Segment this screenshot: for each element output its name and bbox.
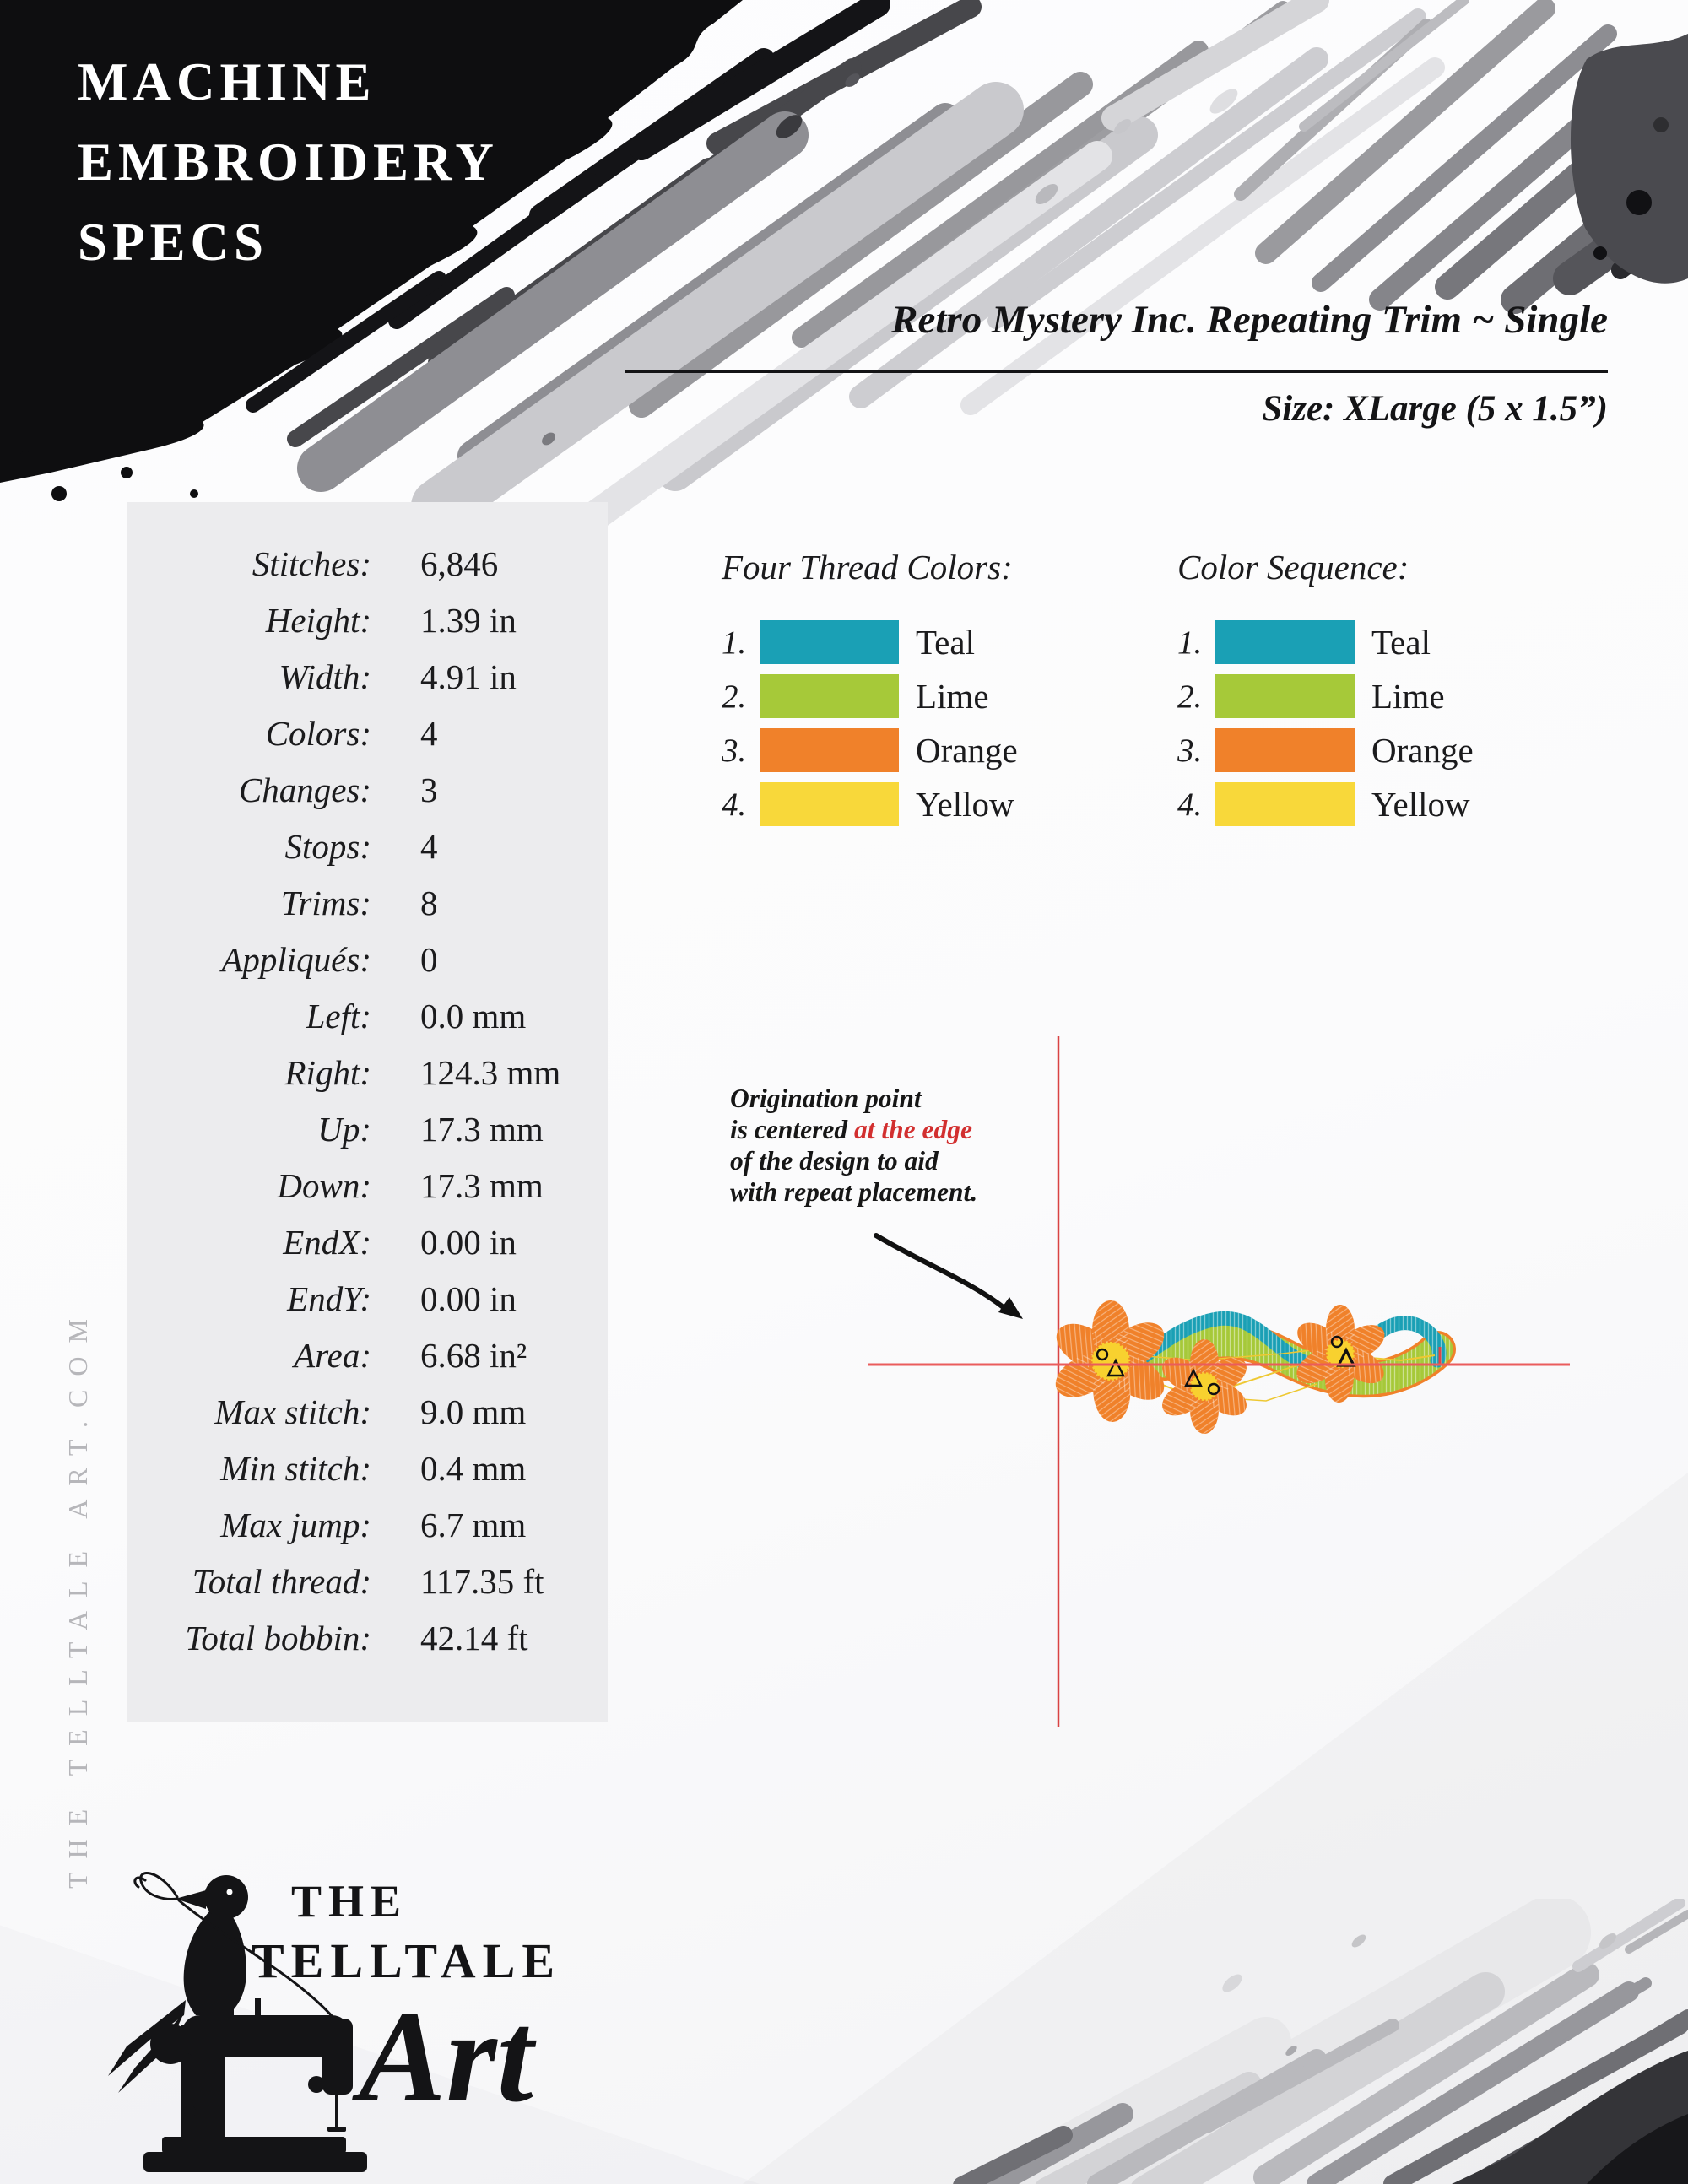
stat-value: 6.7 mm bbox=[420, 1506, 527, 1544]
stat-value: 17.3 mm bbox=[420, 1110, 544, 1149]
color-sequence-list bbox=[1177, 620, 1474, 836]
stat-label: Total thread: bbox=[192, 1562, 371, 1601]
thread-color-number: 3. bbox=[722, 732, 747, 769]
stat-label: Width: bbox=[279, 657, 371, 696]
stat-row bbox=[127, 819, 608, 875]
stat-value: 0 bbox=[420, 940, 438, 979]
stat-label: Trims: bbox=[280, 884, 371, 922]
stat-value: 0.00 in bbox=[420, 1279, 517, 1318]
stat-row bbox=[127, 1384, 608, 1441]
color-sequence-number: 2. bbox=[1177, 678, 1203, 715]
stat-value: 6,846 bbox=[420, 544, 499, 583]
stat-value: 4 bbox=[420, 714, 438, 753]
stats-panel bbox=[127, 502, 608, 1722]
color-sequence-label: Teal bbox=[1372, 623, 1431, 662]
stat-row bbox=[127, 1101, 608, 1158]
color-sequence-swatch bbox=[1215, 782, 1355, 826]
thread-color-label: Orange bbox=[916, 731, 1018, 770]
embroidery-trim-design bbox=[1048, 1300, 1440, 1434]
stat-label: Height: bbox=[265, 601, 371, 640]
thread-color-swatch bbox=[760, 674, 899, 718]
stat-label: Min stitch: bbox=[220, 1449, 371, 1488]
stat-label: Max jump: bbox=[220, 1506, 371, 1544]
color-sequence-swatch bbox=[1215, 728, 1355, 772]
stat-row bbox=[127, 762, 608, 819]
stat-row bbox=[127, 875, 608, 932]
stat-label: Left: bbox=[306, 997, 371, 1035]
stat-label: Changes: bbox=[238, 770, 371, 809]
page-title-line: EMBROIDERY bbox=[78, 132, 499, 192]
logo-text-telltale: TELLTALE bbox=[252, 1933, 562, 1988]
stat-value: 0.00 in bbox=[420, 1223, 517, 1262]
stat-value: 4.91 in bbox=[420, 657, 517, 696]
stat-row bbox=[127, 1610, 608, 1667]
thread-colors-heading: Four Thread Colors: bbox=[722, 548, 1013, 587]
stat-label: Up: bbox=[317, 1110, 371, 1149]
stat-label: EndY: bbox=[287, 1279, 371, 1318]
color-sequence-number: 4. bbox=[1177, 786, 1203, 823]
stat-label: Down: bbox=[277, 1166, 371, 1205]
stat-value: 1.39 in bbox=[420, 601, 517, 640]
page-title bbox=[78, 42, 499, 283]
thread-color-swatch bbox=[760, 782, 899, 826]
color-sequence-row bbox=[1177, 782, 1474, 826]
stat-row bbox=[127, 649, 608, 705]
corner-brush-texture bbox=[928, 1899, 1688, 2184]
color-sequence-number: 3. bbox=[1177, 732, 1203, 769]
stat-label: Right: bbox=[284, 1053, 371, 1092]
thread-color-label: Teal bbox=[916, 623, 975, 662]
stat-row bbox=[127, 705, 608, 762]
color-sequence-row bbox=[1177, 728, 1474, 772]
stat-label: Stops: bbox=[284, 827, 371, 866]
stat-row bbox=[127, 1214, 608, 1271]
stat-row bbox=[127, 1497, 608, 1554]
stat-label: EndX: bbox=[283, 1223, 371, 1262]
stat-value: 117.35 ft bbox=[420, 1562, 544, 1601]
color-sequence-swatch bbox=[1215, 620, 1355, 664]
stat-row bbox=[127, 1271, 608, 1327]
stat-row bbox=[127, 1327, 608, 1384]
design-preview bbox=[844, 1004, 1604, 1747]
thread-color-row bbox=[722, 782, 1018, 826]
color-sequence-row bbox=[1177, 620, 1474, 664]
thread-color-number: 2. bbox=[722, 678, 747, 715]
thread-color-swatch bbox=[760, 728, 899, 772]
origination-note-line: of the design to aid bbox=[730, 1146, 939, 1176]
stat-value: 6.68 in² bbox=[420, 1336, 528, 1375]
thread-colors-list bbox=[722, 620, 1018, 836]
design-size-label: Size: XLarge (5 x 1.5”) bbox=[1262, 389, 1608, 429]
color-sequence-number: 1. bbox=[1177, 624, 1203, 661]
color-sequence-label: Lime bbox=[1372, 677, 1445, 716]
thread-color-row bbox=[722, 728, 1018, 772]
stat-row bbox=[127, 932, 608, 988]
thread-color-label: Lime bbox=[916, 677, 989, 716]
stat-label: Colors: bbox=[265, 714, 371, 753]
logo-text-art: Art bbox=[359, 1984, 533, 2129]
thread-color-number: 4. bbox=[722, 786, 747, 823]
title-divider bbox=[625, 370, 1608, 373]
color-sequence-swatch bbox=[1215, 674, 1355, 718]
website-side-text: THE TELLTALE ART.COM bbox=[62, 1306, 93, 1889]
thread-color-number: 1. bbox=[722, 624, 747, 661]
stat-value: 9.0 mm bbox=[420, 1392, 527, 1431]
thread-color-row bbox=[722, 620, 1018, 664]
page-title-line: SPECS bbox=[78, 213, 269, 272]
stat-value: 42.14 ft bbox=[420, 1619, 528, 1657]
thread-color-row bbox=[722, 674, 1018, 718]
stat-row bbox=[127, 1158, 608, 1214]
stat-row bbox=[127, 988, 608, 1045]
design-title: Retro Mystery Inc. Repeating Trim ~ Single bbox=[891, 298, 1608, 342]
stat-label: Stitches: bbox=[252, 544, 371, 583]
stat-row bbox=[127, 1441, 608, 1497]
stat-value: 8 bbox=[420, 884, 438, 922]
origination-note-line: with repeat placement. bbox=[730, 1177, 978, 1207]
stat-row bbox=[127, 1554, 608, 1610]
stat-value: 0.0 mm bbox=[420, 997, 527, 1035]
color-sequence-label: Yellow bbox=[1372, 785, 1470, 824]
stat-value: 17.3 mm bbox=[420, 1166, 544, 1205]
origination-note-line: Origination point bbox=[730, 1084, 922, 1113]
stat-label: Area: bbox=[294, 1336, 371, 1375]
stat-label: Total bobbin: bbox=[185, 1619, 371, 1657]
color-sequence-heading: Color Sequence: bbox=[1177, 548, 1409, 587]
stat-value: 124.3 mm bbox=[420, 1053, 561, 1092]
page-title-line: MACHINE bbox=[78, 52, 376, 111]
stat-value: 4 bbox=[420, 827, 438, 866]
stat-row bbox=[127, 592, 608, 649]
color-sequence-label: Orange bbox=[1372, 731, 1474, 770]
logo-text-the: THE bbox=[291, 1876, 408, 1927]
stat-label: Max stitch: bbox=[214, 1392, 371, 1431]
origination-note-line: is centered at the edge bbox=[730, 1115, 972, 1144]
stat-label: Appliqués: bbox=[221, 940, 371, 979]
color-sequence-row bbox=[1177, 674, 1474, 718]
stat-value: 3 bbox=[420, 770, 438, 809]
thread-color-swatch bbox=[760, 620, 899, 664]
thread-color-label: Yellow bbox=[916, 785, 1014, 824]
origination-note-highlight: at the edge bbox=[853, 1115, 972, 1144]
stat-row bbox=[127, 536, 608, 592]
stat-row bbox=[127, 1045, 608, 1101]
stat-value: 0.4 mm bbox=[420, 1449, 527, 1488]
